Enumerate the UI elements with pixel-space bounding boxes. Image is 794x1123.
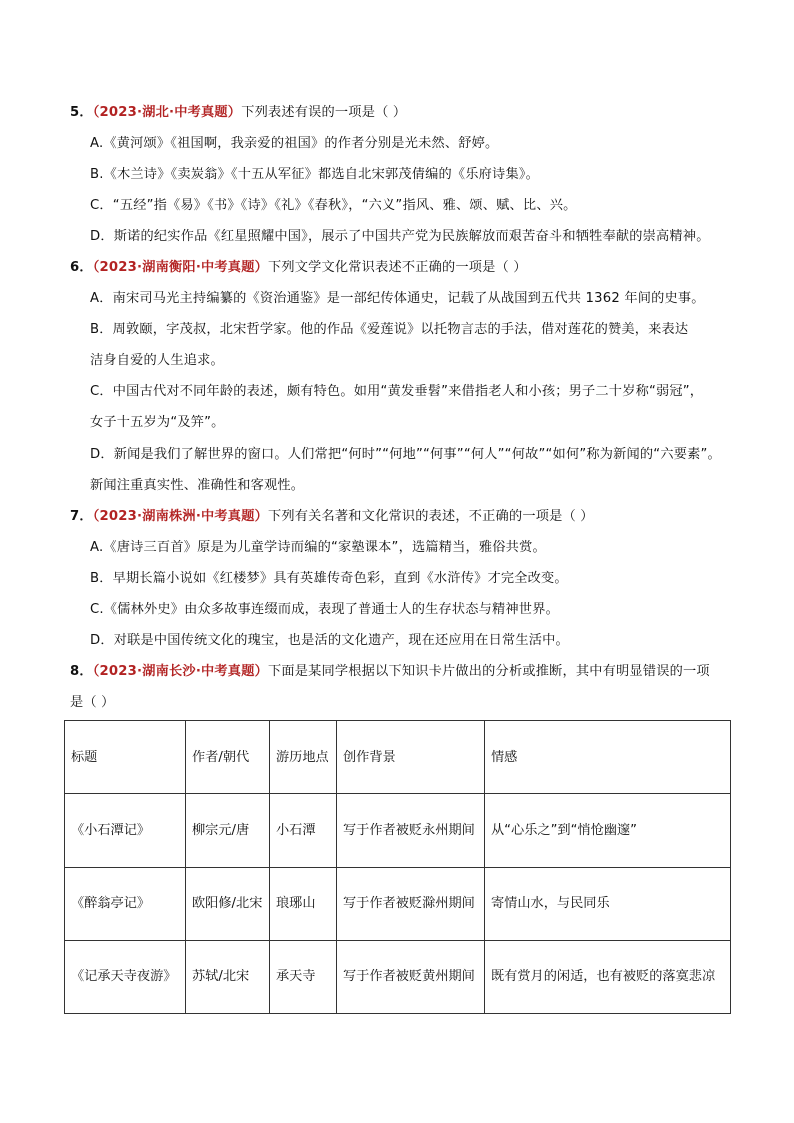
table-row <box>65 867 731 940</box>
option-c: C.《儒林外史》由众多故事连缀而成，表现了普通士人的生存状态与精神世界。 <box>90 602 559 617</box>
question-text: 下列文学文化常识表述不正确的一项是（ ） <box>267 260 527 275</box>
cell-title: 《小石潭记》 <box>65 794 186 867</box>
cell-place: 小石潭 <box>270 794 337 867</box>
option-a: A.《黄河颂》《祖国啊，我亲爱的祖国》的作者分别是光未然、舒婷。 <box>90 136 499 151</box>
question-8-stem <box>70 662 710 682</box>
cell-title: 《记承天寺夜游》 <box>65 940 186 1013</box>
cell-emotion: 寄情山水，与民同乐 <box>485 867 731 940</box>
cell-place: 承天寺 <box>270 940 337 1013</box>
option-b: B．周敦颐，字茂叔，北宋哲学家。他的作品《爱莲说》以托物言志的手法，借对莲花的赞美，来表达 <box>90 322 689 337</box>
question-source: （2023·湖北·中考真题） <box>92 105 242 120</box>
option-a: A．南宋司马光主持编纂的《资治通鉴》是一部纪传体通史，记载了从战国到五代共 1362 年间的史事。 <box>90 291 705 306</box>
question-number: 8． <box>70 664 93 679</box>
header-cell-emotion: 情感 <box>485 721 731 794</box>
question-source: （2023·湖南长沙·中考真题） <box>92 664 268 679</box>
table-row <box>65 940 731 1013</box>
cell-title: 《醉翁亭记》 <box>65 867 186 940</box>
option-c: C．“五经”指《易》《书》《诗》《礼》《春秋》，“六义”指风、雅、颂、赋、比、兴。 <box>90 198 577 213</box>
question-text: 下列有关名著和文化常识的表述，不正确的一项是（ ） <box>267 509 594 524</box>
question-source: （2023·湖南株洲·中考真题） <box>92 509 268 524</box>
knowledge-card-table <box>64 720 731 1014</box>
option-c: C．中国古代对不同年龄的表述，颇有特色。如用“黄发垂髫”来借指老人和小孩；男子二十岁称“弱冠”， <box>90 384 704 399</box>
option-d: D．新闻是我们了解世界的窗口。人们常把“何时”“何地”“何事”“何人”“何故”“如何”称为新闻的“六要素”。 <box>90 447 721 462</box>
option-b: B.《木兰诗》《卖炭翁》《十五从军征》都选自北宋郭茂倩编的《乐府诗集》。 <box>90 167 540 182</box>
cell-author: 苏轼/北宋 <box>186 940 270 1013</box>
option-d-continued: 新闻注重真实性、准确性和客观性。 <box>90 478 305 493</box>
cell-emotion: 从“心乐之”到“悄怆幽邃” <box>485 794 731 867</box>
option-d: D．对联是中国传统文化的瑰宝，也是活的文化遗产，现在还应用在日常生活中。 <box>90 633 569 648</box>
question-8-stem-continued: 是（ ） <box>70 695 115 710</box>
cell-place: 琅琊山 <box>270 867 337 940</box>
option-c-continued: 女子十五岁为“及笄”。 <box>90 415 225 430</box>
cell-author: 柳宗元/唐 <box>186 794 270 867</box>
header-cell-place: 游历地点 <box>270 721 337 794</box>
option-a: A.《唐诗三百首》原是为儿童学诗而编的“家塾课本”，选篇精当，雅俗共赏。 <box>90 540 546 555</box>
question-6-stem <box>70 258 527 278</box>
table-row <box>65 794 731 867</box>
cell-background: 写于作者被贬黄州期间 <box>337 940 485 1013</box>
header-cell-author: 作者/朝代 <box>186 721 270 794</box>
header-cell-background: 创作背景 <box>337 721 485 794</box>
question-number: 5． <box>70 105 93 120</box>
question-7-stem <box>70 507 594 527</box>
option-d: D．斯诺的纪实作品《红星照耀中国》，展示了中国共产党为民族解放而艰苦奋斗和牺牲奉献的崇高精神。 <box>90 229 710 244</box>
question-text: 下列表述有误的一项是（ ） <box>241 105 407 120</box>
cell-background: 写于作者被贬永州期间 <box>337 794 485 867</box>
question-5-stem <box>70 103 406 123</box>
table-header-row <box>65 721 731 794</box>
option-b-continued: 洁身自爱的人生追求。 <box>90 353 224 368</box>
cell-background: 写于作者被贬滁州期间 <box>337 867 485 940</box>
cell-emotion: 既有赏月的闲适，也有被贬的落寞悲凉 <box>485 940 731 1013</box>
option-b: B．早期长篇小说如《红楼梦》具有英雄传奇色彩，直到《水浒传》才完全改变。 <box>90 571 568 586</box>
question-number: 7． <box>70 509 93 524</box>
question-text: 下面是某同学根据以下知识卡片做出的分析或推断，其中有明显错误的一项 <box>267 664 710 679</box>
header-cell-title: 标题 <box>65 721 186 794</box>
question-source: （2023·湖南衡阳·中考真题） <box>92 260 268 275</box>
question-number: 6． <box>70 260 93 275</box>
cell-author: 欧阳修/北宋 <box>186 867 270 940</box>
